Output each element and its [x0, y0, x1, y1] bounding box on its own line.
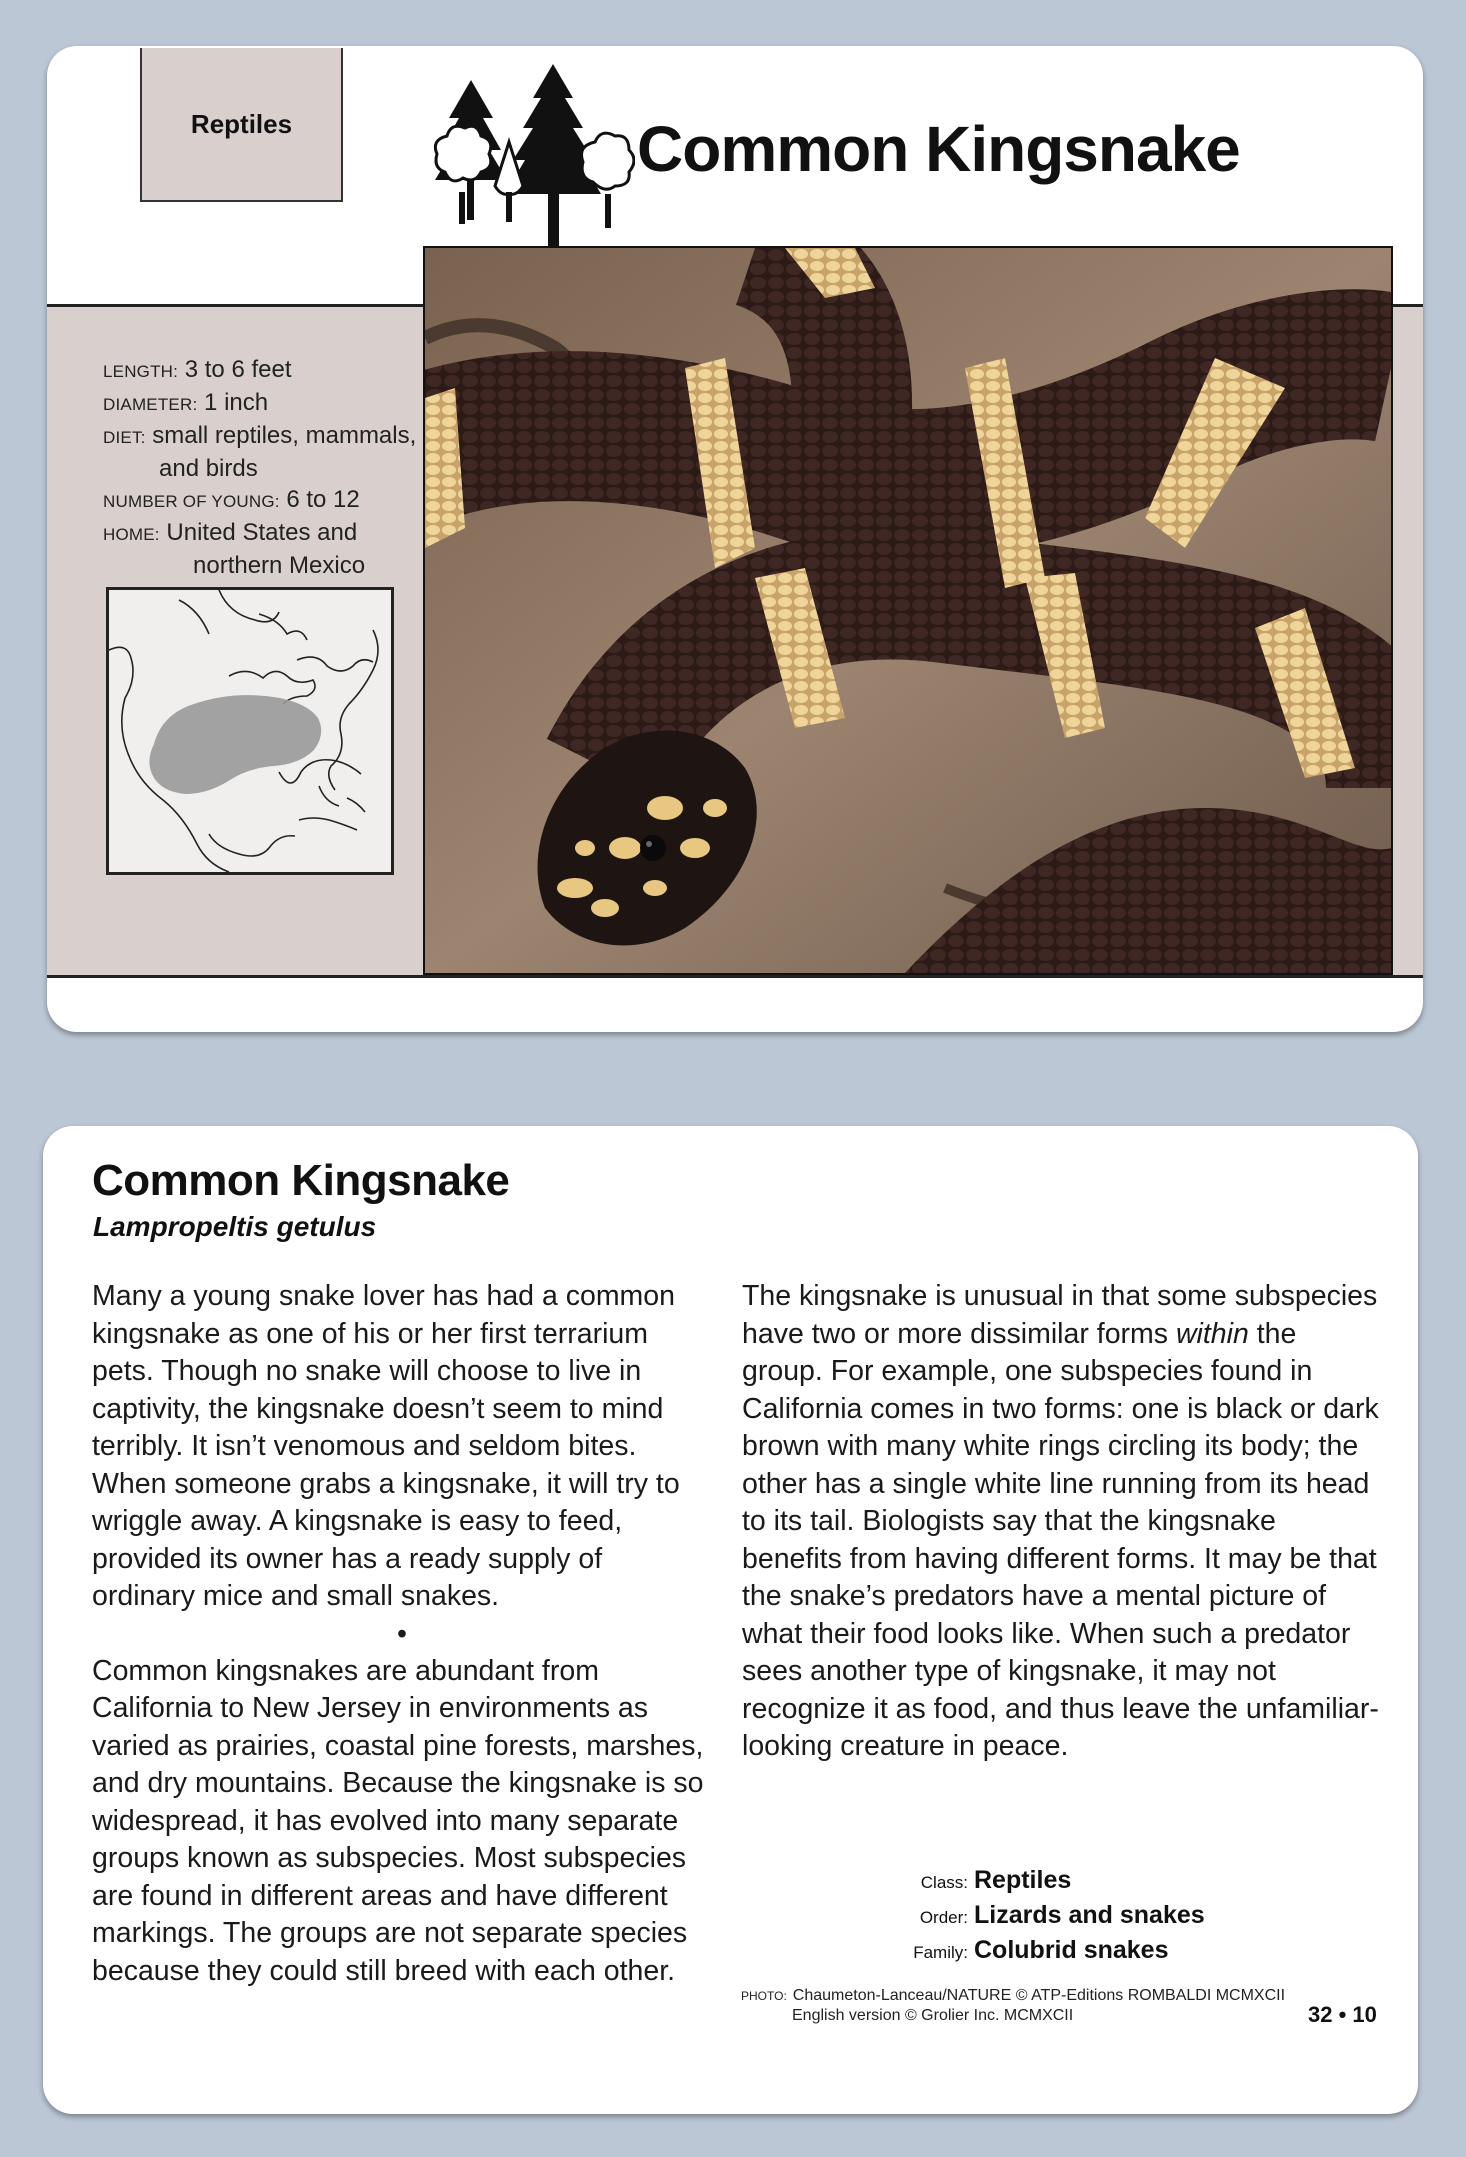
class-label: Class:	[920, 1873, 968, 1892]
diet-label: DIET:	[103, 428, 146, 447]
text-column-2	[742, 1278, 1382, 1766]
order-value: Lizards and snakes	[974, 1901, 1205, 1929]
trees-habitat-icon	[423, 62, 635, 252]
home-value: United States and	[166, 519, 358, 546]
young-value: 6 to 12	[286, 486, 360, 513]
range-map	[106, 587, 394, 875]
family-label: Family:	[913, 1943, 968, 1962]
back-title: Common Kingsnake	[92, 1156, 510, 1205]
credit-line-2: English version © Grolier Inc. MCMXCII	[792, 2007, 1074, 2024]
length-label: LENGTH:	[103, 362, 179, 381]
category-box	[140, 48, 343, 202]
paragraph-3	[742, 1278, 1382, 1766]
scientific-name: Lampropeltis getulus	[93, 1211, 377, 1242]
family-value: Colubrid snakes	[974, 1936, 1169, 1964]
taxonomy-block	[900, 1864, 1205, 1969]
diameter-value: 1 inch	[204, 389, 269, 416]
diameter-label: DIAMETER:	[103, 395, 198, 414]
paragraph-3-emphasis: within	[1175, 1317, 1249, 1350]
paragraph-3-start: The kingsnake is unusual in that some subspecies have two or more dissimilar forms	[742, 1280, 1378, 1350]
card-number: 32 • 10	[1308, 2002, 1377, 2027]
credit-line-1: Chaumeton-Lanceau/NATURE © ATP-Editions ROMBALDI MCMXCII	[792, 1987, 1286, 2004]
category-label: Reptiles	[190, 108, 293, 139]
length-value: 3 to 6 feet	[184, 356, 292, 383]
fact-list	[103, 354, 443, 581]
front-title: Common Kingsnake	[637, 113, 1240, 185]
young-label: NUMBER OF YOUNG:	[103, 492, 280, 511]
paragraph-separator: •	[397, 1617, 407, 1650]
home-label: HOME:	[103, 525, 160, 544]
photo-credit	[741, 1986, 1285, 2026]
paragraph-3-end: the group. For example, one subspecies found in California comes in two forms: one is black or dark brown with many white rings circling its body; the other has a single white line running from its head to its tail. Biologists say that the kingsnake benefits from having different forms. It may be that the snake’s predators have a mental picture of what their food looks like. When such a predator sees another type of kingsnake, it may not recognize it as food, and thus leave the unfamiliar-looking creature in peace.	[742, 1317, 1379, 1762]
text-column-1	[92, 1278, 712, 1990]
order-label: Order:	[919, 1908, 968, 1927]
paragraph-1: Many a young snake lover has had a common kingsnake as one of his or her first terrarium pets. Though no snake will choose to live in captivity, the kingsnake doesn’t seem to mind terribly. It isn’t venomous and seldom bites. When someone grabs a kingsnake, it will try to wriggle away. A kingsnake is easy to feed, provided its owner has a ready supply of ordinary mice and small snakes.	[92, 1280, 680, 1612]
back-card	[43, 1126, 1418, 2114]
snake-photo	[423, 246, 1393, 975]
home-value-cont: northern Mexico	[193, 552, 366, 579]
photo-label: PHOTO:	[741, 1989, 787, 2003]
kingsnake-photo-illustration	[425, 248, 1391, 973]
front-card	[47, 46, 1423, 1032]
range-map-drawing	[109, 590, 391, 872]
class-value: Reptiles	[974, 1866, 1072, 1894]
diet-value: small reptiles, mammals,	[152, 422, 417, 449]
diet-value-cont: and birds	[159, 455, 258, 482]
paragraph-2: Common kingsnakes are abundant from California to New Jersey in environments as varied as prairies, coastal pine forests, marshes, and dry mountains. Because the kingsnake is so widespread, it has evolved into many separate groups known as subspecies. Most subspecies are found in different areas and have different markings. The groups are not separate species because they could still breed with each other.	[92, 1654, 704, 1987]
